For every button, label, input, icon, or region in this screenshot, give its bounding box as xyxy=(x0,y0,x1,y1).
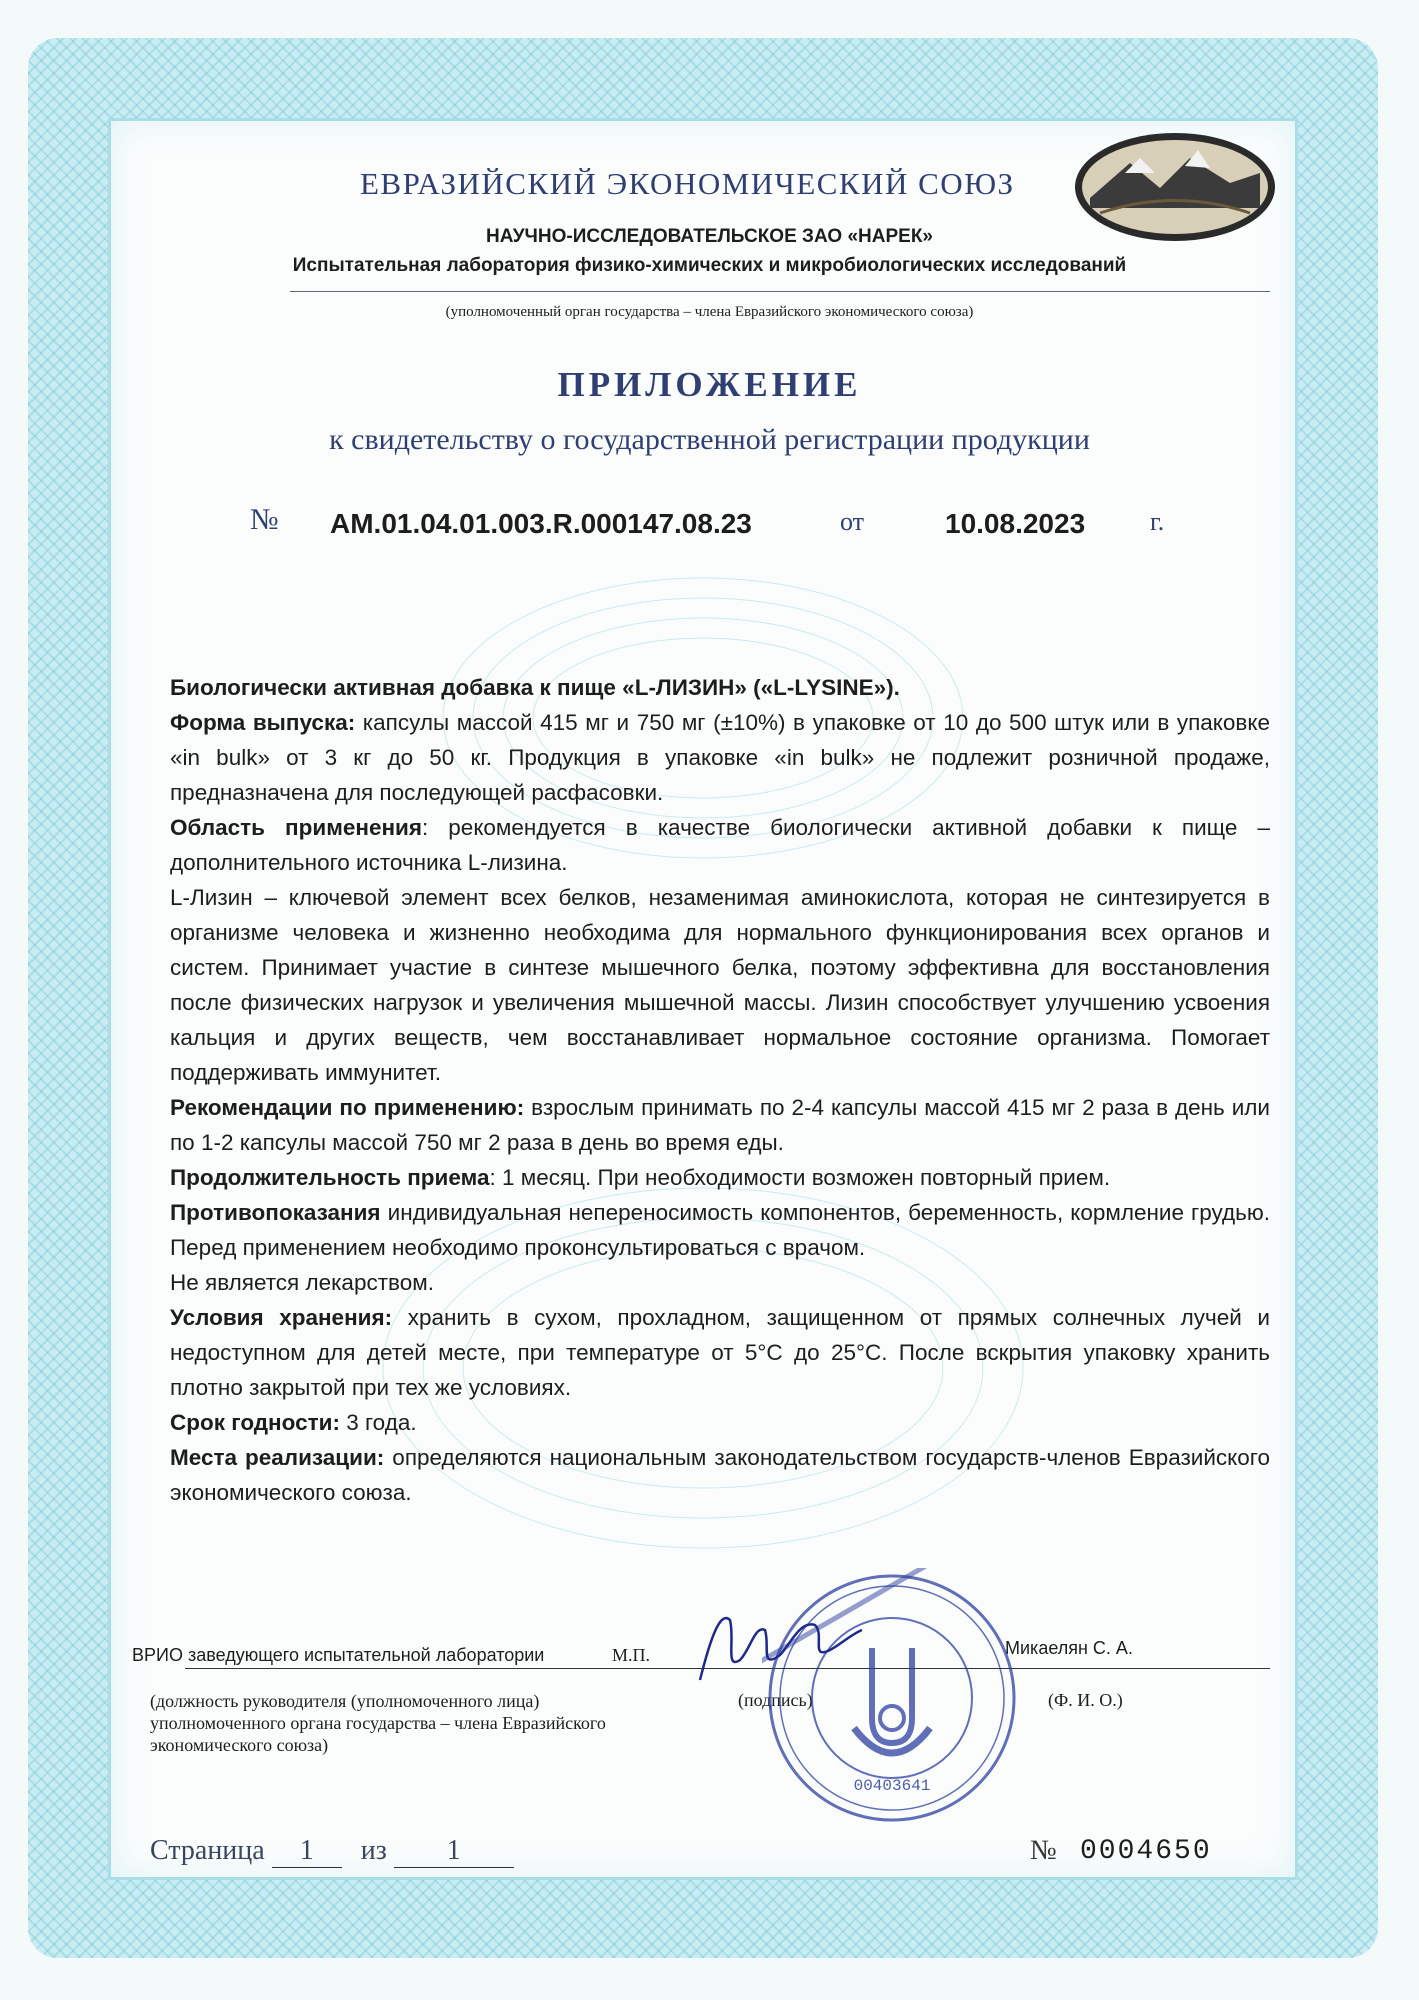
shelf-label: Срок годности: xyxy=(170,1410,340,1435)
storage-label: Условия хранения: xyxy=(170,1305,393,1330)
signatory-position: ВРИО заведующего испытательной лаборатории xyxy=(132,1645,545,1665)
signature-note: (подпись) xyxy=(738,1690,813,1710)
product-name: Биологически активная добавка к пище «L-ЛИЗИН» («L-LYSINE»). xyxy=(170,675,900,700)
contra-text: индивидуальная непереносимость компонентов, беременность, кормление грудью. Перед применением необходимо проконсультироваться с врачом. xyxy=(170,1200,1270,1260)
laboratory-name: Испытательная лаборатория физико-химических и микробиологических исследований xyxy=(292,255,1127,276)
shelf-text: 3 года. xyxy=(339,1410,417,1435)
scope-label: Область применения xyxy=(170,815,423,840)
page-current: 1 xyxy=(272,1835,342,1868)
shelf-section xyxy=(170,1405,1270,1440)
not-medicine: Не является лекарством. xyxy=(170,1270,434,1295)
description-section: L-Лизин – ключевой элемент всех белков, незаменимая аминокислота, которая не синтезируется в организме человека и жизненно необходима для нормального функционирования всех органов и систем. Принимает участие в синтезе мышечного белка, поэтому эффективна для восстановления после физических нагрузок и увеличения мышечной массы. Лизин способствует улучшению усвоения кальция и других веществ, чем восстанавливает нормальное состояние организма. Помогает поддерживать иммунитет. xyxy=(170,885,1270,1085)
year-suffix: г. xyxy=(1150,507,1165,536)
serial-number: 0004650 xyxy=(1080,1836,1212,1867)
form-text: капсулы массой 415 мг и 750 мг (±10%) в упаковке от 10 до 500 штук или в упаковке «in bulk» от 3 кг до 50 кг. Продукция в упаковке «in bulk» не подлежит розничной продаже, предназначена для последующей расфасовки. xyxy=(170,710,1270,805)
document-subtitle: к свидетельству о государственной регистрации продукции xyxy=(329,423,1090,456)
organization-name: НАУЧНО-ИССЛЕДОВАТЕЛЬСКОЕ ЗАО «НАРЕК» xyxy=(485,226,933,247)
form-section xyxy=(170,705,1270,810)
usage-label: Рекомендации по применению: xyxy=(170,1095,525,1120)
contra-label: Противопоказания xyxy=(170,1200,381,1225)
duration-section xyxy=(170,1160,1270,1195)
of-label: из xyxy=(360,1835,387,1866)
union-title: ЕВРАЗИЙСКИЙ ЭКОНОМИЧЕСКИЙ СОЮЗ xyxy=(360,166,1015,201)
authority-note: (уполномоченный орган государства – члена Евразийского экономического союза) xyxy=(445,304,974,320)
document-title: ПРИЛОЖЕНИЕ xyxy=(557,365,862,404)
duration-label: Продолжительность приема xyxy=(170,1165,490,1190)
position-note: (должность руководителя (уполномоченного лица) уполномоченного органа государства – члена Евразийского экономического союза) xyxy=(150,1691,606,1755)
stamp-place-label: М.П. xyxy=(612,1645,651,1665)
storage-section xyxy=(170,1300,1270,1405)
duration-text: : 1 месяц. При необходимости возможен повторный прием. xyxy=(489,1165,1111,1190)
fio-note: (Ф. И. О.) xyxy=(1048,1690,1123,1710)
storage-text: хранить в сухом, прохладном, защищенном от прямых солнечных лучей и недоступном для детей месте, при температуре от 5°С до 25°С. После вскрытия упаковку хранить плотно закрытой при тех же условиях. xyxy=(170,1305,1271,1400)
sale-text: определяются национальным законодательством государств-членов Евразийского экономического союза. xyxy=(170,1445,1270,1505)
contra-section xyxy=(170,1195,1270,1265)
usage-text: взрослым принимать по 2-4 капсулы массой 415 мг 2 раза в день или по 1-2 капсулы массой 750 мг 2 раза в день во время еды. xyxy=(170,1095,1270,1155)
form-label: Форма выпуска: xyxy=(170,710,356,735)
scope-text: : рекомендуется в качестве биологически активной добавки к пище – дополнительного источника L-лизина. xyxy=(170,815,1270,875)
page-counter xyxy=(150,1835,514,1868)
page-label: Страница xyxy=(150,1835,265,1866)
page-total: 1 xyxy=(394,1835,514,1868)
serial-symbol: № xyxy=(1030,1835,1057,1866)
from-label: от xyxy=(840,507,865,536)
registration-number: AM.01.04.01.003.R.000147.08.23 xyxy=(330,508,752,539)
header-divider xyxy=(290,291,1270,292)
registration-date: 10.08.2023 xyxy=(945,508,1086,539)
signatory-name: Микаелян С. А. xyxy=(1005,1638,1133,1658)
usage-section xyxy=(170,1090,1270,1160)
stamp-code: 00403641 xyxy=(853,1777,931,1795)
number-symbol: № xyxy=(250,503,279,536)
sale-section xyxy=(170,1440,1270,1510)
handwritten-signature xyxy=(690,1600,870,1690)
scope-section xyxy=(170,810,1270,880)
sale-label: Места реализации: xyxy=(170,1445,385,1470)
document-body xyxy=(170,670,1270,1510)
product-line xyxy=(170,670,1270,705)
